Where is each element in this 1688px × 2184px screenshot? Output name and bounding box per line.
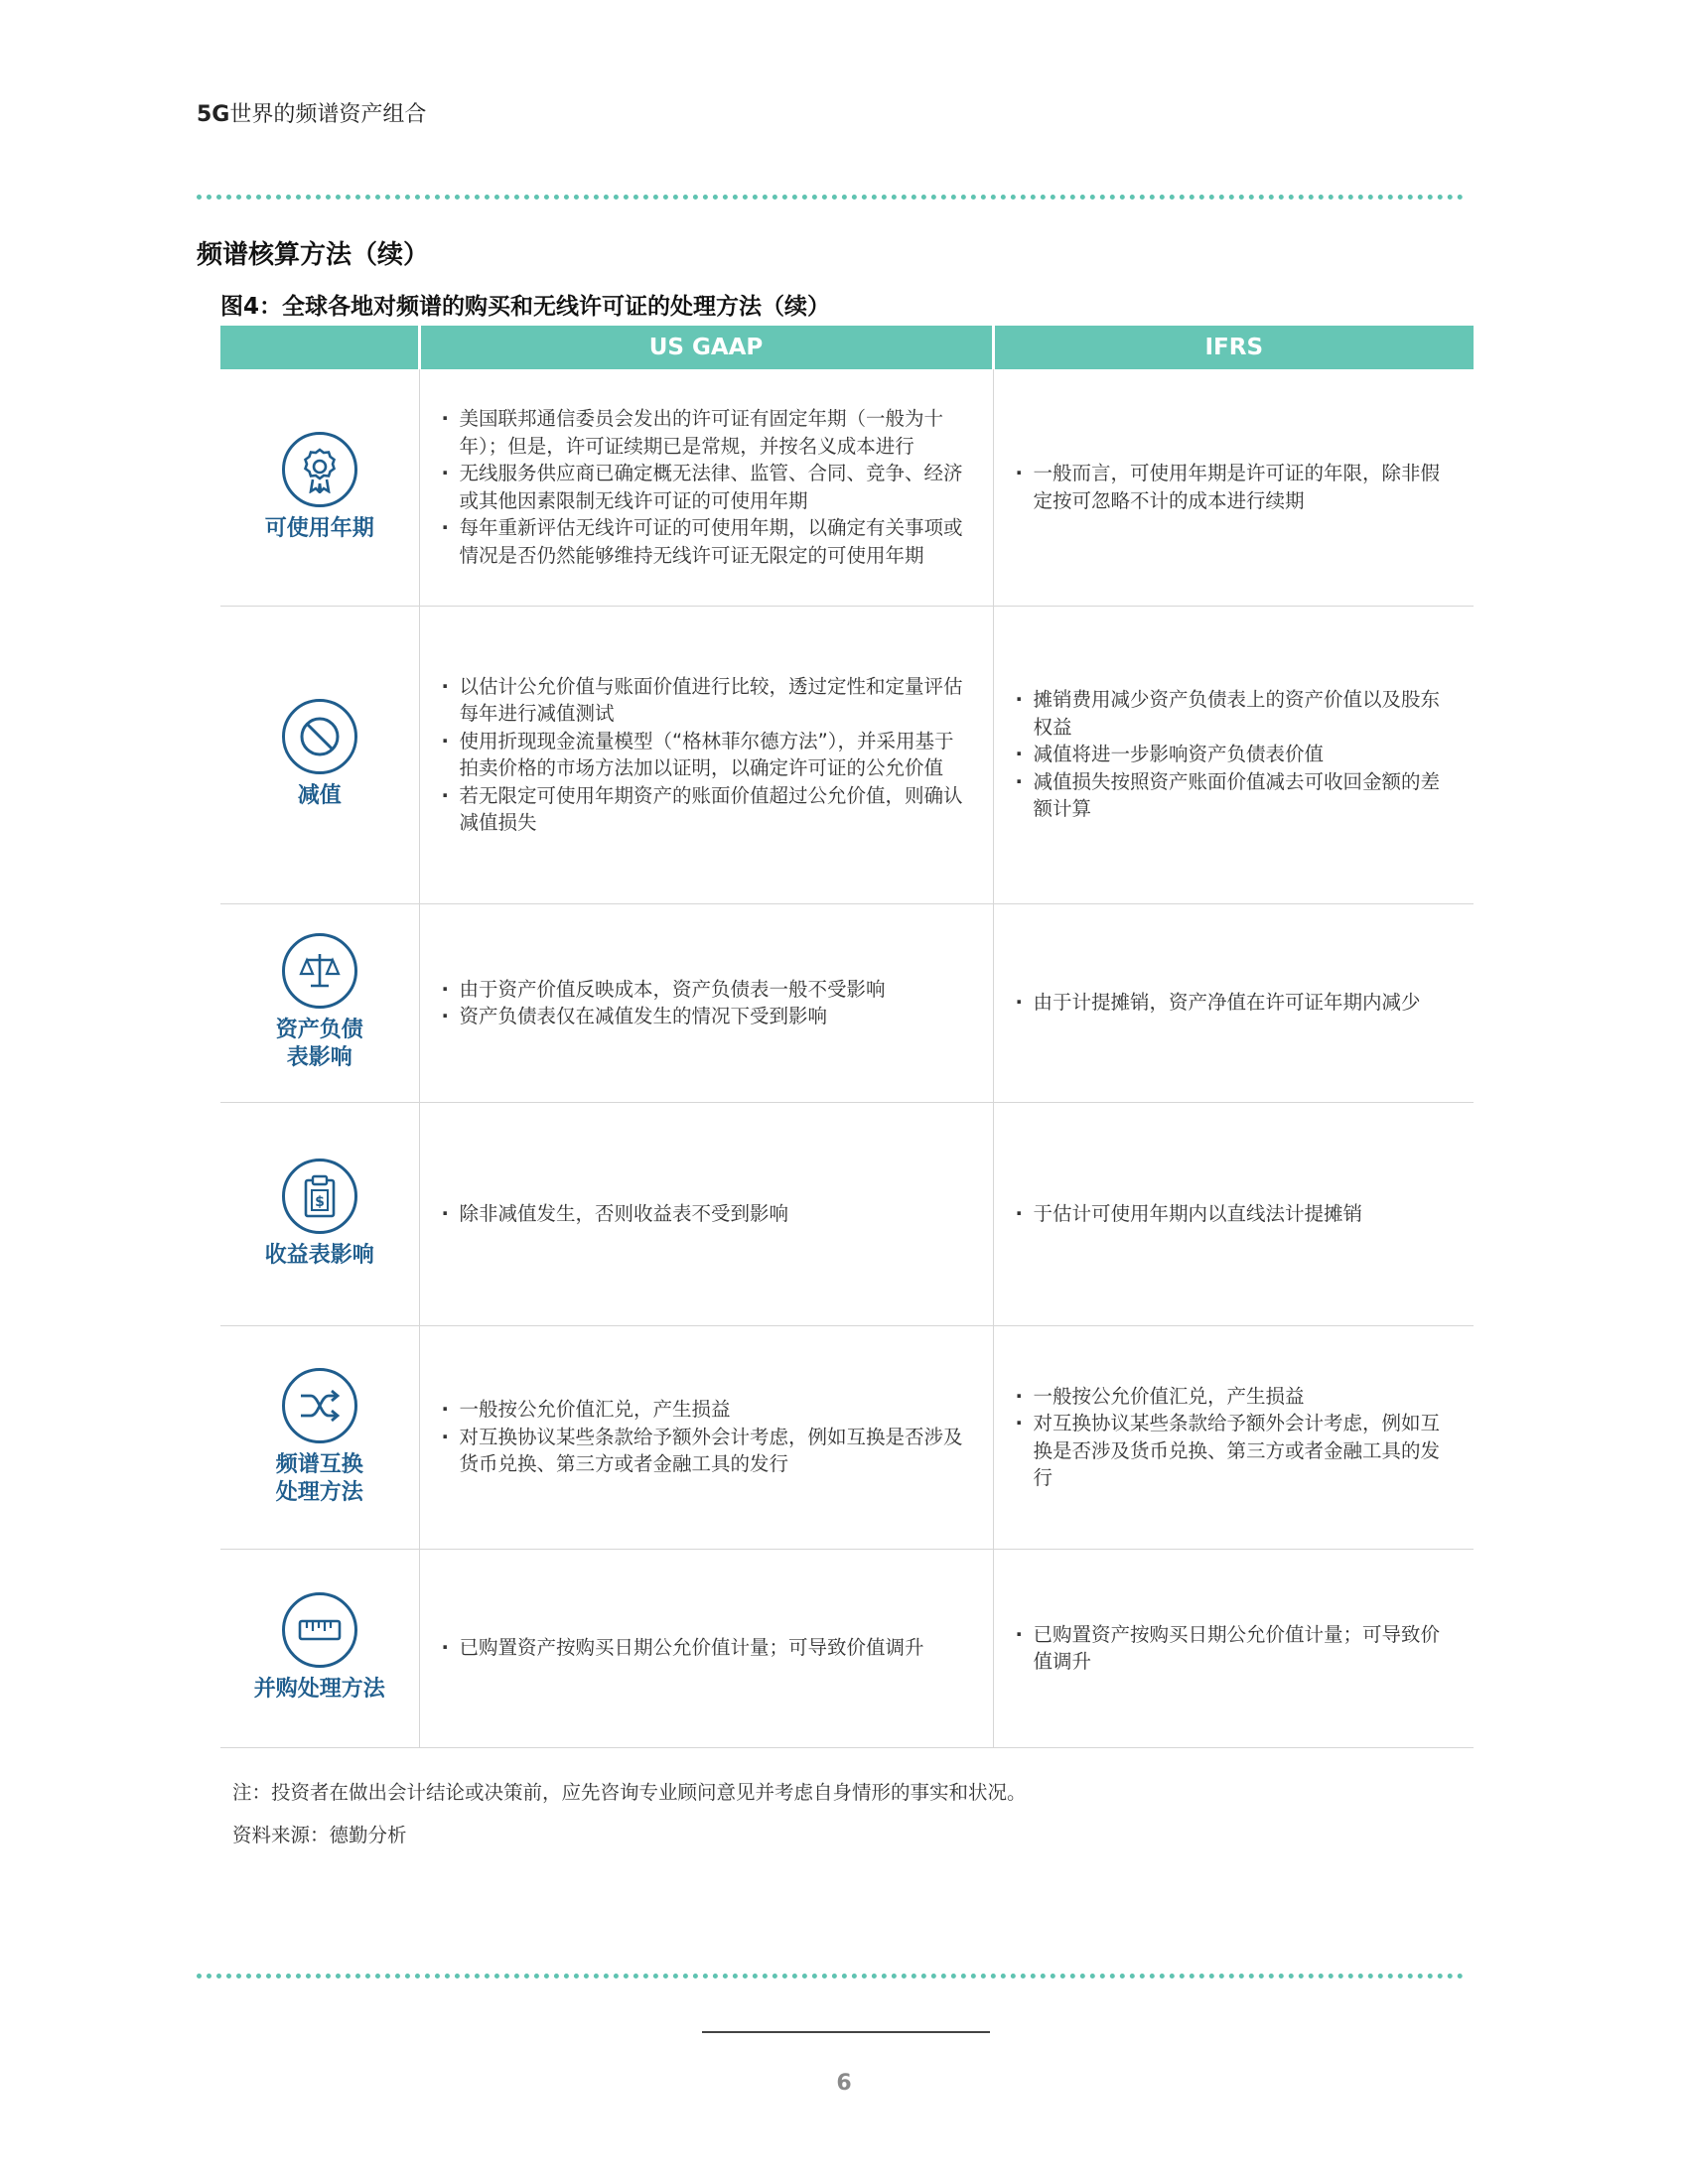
table-row-impairment: [220, 606, 1474, 903]
us-gaap-cell: [419, 903, 993, 1102]
document-header-title: 5G世界的频谱资产组合: [197, 102, 427, 127]
category-label: 可使用年期: [264, 515, 374, 541]
category-label: 资产负债 表影响: [275, 1018, 363, 1070]
header-ifrs: IFRS: [993, 326, 1474, 369]
list-item: · 除非减值发生，否则收益表不受到影响: [440, 1200, 973, 1228]
list-item: · 对互换协议某些条款给予额外会计考虑，例如互换是否涉及货币兑换、第三方或者金融工具的发行: [440, 1424, 973, 1478]
list-item: · 每年重新评估无线许可证的可使用年期，以确定有关事项或情况是否仍然能够维持无线许可证无限定的可使用年期: [440, 514, 973, 569]
category-label: 频谱互换 处理方法: [275, 1451, 363, 1505]
list-item: · 资产负债表仅在减值发生的情况下受到影响: [440, 1003, 973, 1030]
prohibited-icon: [282, 699, 357, 774]
list-item: · 于估计可使用年期内以直线法计提摊销: [1014, 1200, 1455, 1228]
category-cell: [220, 1549, 419, 1747]
svg-text:$: $: [314, 1193, 325, 1210]
bottom-dotted-divider: [197, 1974, 1464, 1979]
list-item: · 已购置资产按购买日期公允价值计量；可导致价值调升: [440, 1634, 973, 1662]
header-us-gaap: US GAAP: [419, 326, 993, 369]
comparison-table: [220, 326, 1474, 1748]
ifrs-cell: [993, 1549, 1474, 1747]
list-item: · 一般按公允价值汇兑，产生损益: [1014, 1383, 1455, 1411]
table-row-income-statement: [220, 1102, 1474, 1325]
category-cell: [220, 903, 419, 1102]
table-footnote: 注：投资者在做出会计结论或决策前，应先咨询专业顾问意见并考虑自身情形的事实和状况。: [232, 1781, 1027, 1804]
ruler-icon: [282, 1592, 357, 1668]
list-item: · 由于计提摊销，资产净值在许可证年期内减少: [1014, 989, 1455, 1017]
category-label: 减值: [297, 783, 342, 808]
list-item: · 使用折现现金流量模型（“格林菲尔德方法”），并采用基于拍卖价格的市场方法加以证明，以确定许可证的公允价值: [440, 728, 973, 782]
section-title: 频谱核算方法（续）: [197, 240, 430, 270]
list-item: · 无线服务供应商已确定概无法律、监管、合同、竞争、经济或其他因素限制无线许可证的可使用年期: [440, 460, 973, 514]
category-cell: [220, 606, 419, 903]
table-row-useful-life: [220, 369, 1474, 606]
footer-rule: [702, 2031, 990, 2033]
list-item: · 以估计公允价值与账面价值进行比较，透过定性和定量评估每年进行减值测试: [440, 673, 973, 728]
list-item: · 减值损失按照资产账面价值减去可收回金额的差额计算: [1014, 768, 1455, 823]
list-item: · 一般按公允价值汇兑，产生损益: [440, 1396, 973, 1424]
page-number: 6: [836, 2071, 852, 2096]
balance-scale-icon: [282, 933, 357, 1009]
list-item: · 减值将进一步影响资产负债表价值: [1014, 741, 1455, 768]
table-row-balance-sheet: [220, 903, 1474, 1102]
top-dotted-divider: [197, 195, 1464, 200]
list-item: · 对互换协议某些条款给予额外会计考虑，例如互换是否涉及货币兑换、第三方或者金融工具的发行: [1014, 1410, 1455, 1492]
table-row-spectrum-swap: [220, 1325, 1474, 1549]
ifrs-cell: [993, 369, 1474, 606]
list-item: · 已购置资产按购买日期公允价值计量；可导致价值调升: [1014, 1621, 1455, 1676]
list-item: · 由于资产价值反映成本，资产负债表一般不受影响: [440, 976, 973, 1004]
table-source: 资料来源：德勤分析: [232, 1824, 407, 1846]
category-label: 并购处理方法: [253, 1677, 385, 1702]
us-gaap-cell: [419, 1549, 993, 1747]
ifrs-cell: [993, 903, 1474, 1102]
list-item: · 美国联邦通信委员会发出的许可证有固定年期（一般为十年）；但是，许可证续期已是常规，并按名义成本进行: [440, 405, 973, 460]
ifrs-cell: [993, 1325, 1474, 1549]
list-item: · 一般而言，可使用年期是许可证的年限，除非假定按可忽略不计的成本进行续期: [1014, 460, 1455, 514]
table-row-acquisition: [220, 1549, 1474, 1747]
figure-title: 图4：全球各地对频谱的购买和无线许可证的处理方法（续）: [220, 294, 831, 320]
ifrs-cell: [993, 1102, 1474, 1325]
shuffle-icon: [282, 1368, 357, 1443]
list-item: · 若无限定可使用年期资产的账面价值超过公允价值，则确认减值损失: [440, 782, 973, 837]
award-ribbon-icon: [282, 432, 357, 507]
header-blank-cell: [220, 326, 419, 369]
us-gaap-cell: [419, 369, 993, 606]
list-item: · 摊销费用减少资产负债表上的资产价值以及股东权益: [1014, 686, 1455, 741]
us-gaap-cell: [419, 1102, 993, 1325]
us-gaap-cell: [419, 1325, 993, 1549]
clipboard-dollar-icon: [282, 1159, 357, 1234]
category-label: 收益表影响: [264, 1242, 374, 1268]
table-header-row: [220, 326, 1474, 369]
ifrs-cell: [993, 606, 1474, 903]
category-cell: [220, 1325, 419, 1549]
category-cell: [220, 369, 419, 606]
category-cell: [220, 1102, 419, 1325]
us-gaap-cell: [419, 606, 993, 903]
